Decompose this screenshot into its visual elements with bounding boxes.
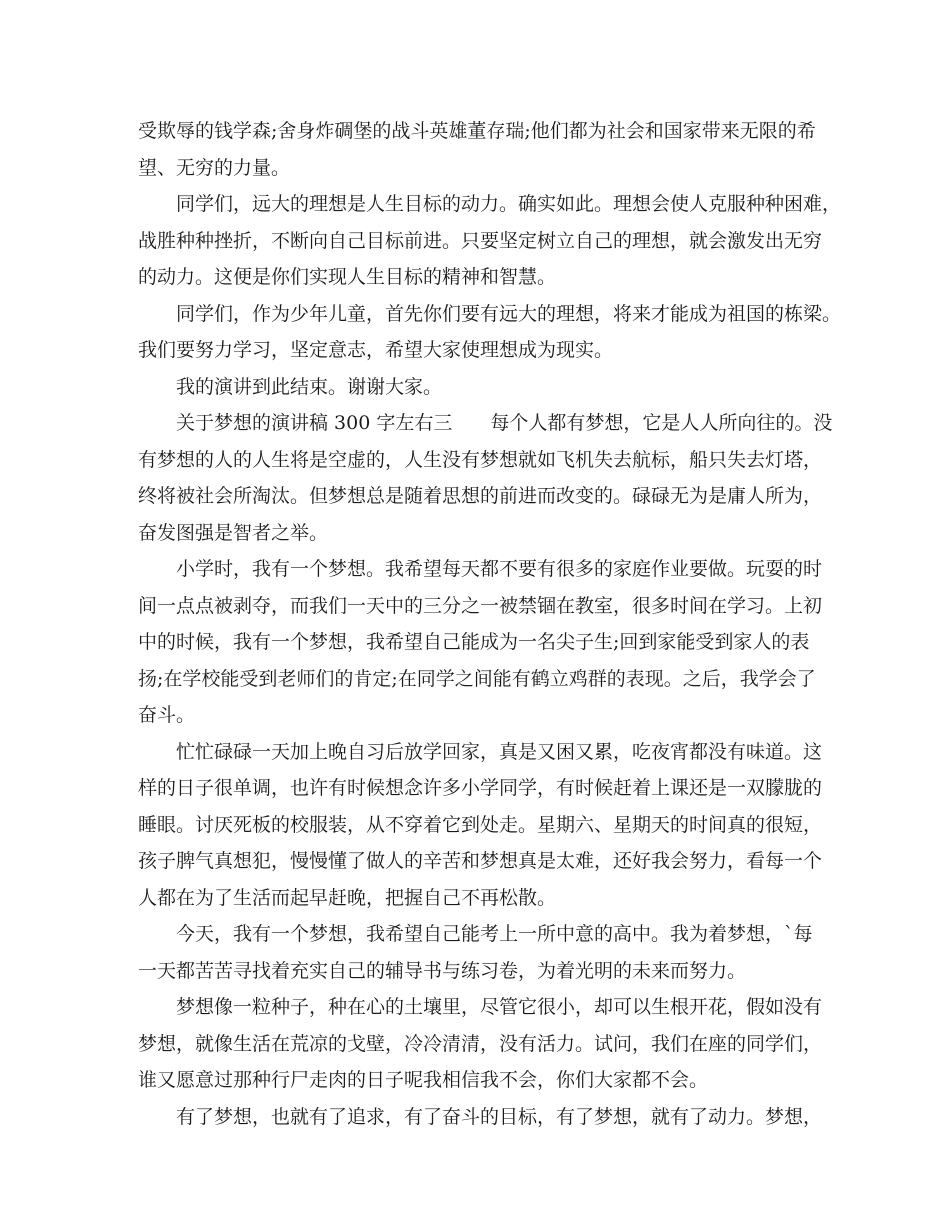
- paragraph-line: 奋斗。: [138, 704, 196, 726]
- paragraph-line: 谁又愿意过那种行尸走肉的日子呢我相信我不会，你们大家都不会。: [138, 1069, 709, 1091]
- paragraph-line: 忙忙碌碌一天加上晚自习后放学回家，真是又困又累，吃夜宵都没有味道。这: [176, 740, 823, 763]
- paragraph-line: 有梦想的人的人生将是空虚的，人生没有梦想就如飞机失去航标，船只失去灯塔，: [138, 448, 823, 471]
- paragraph-p10: [138, 1099, 823, 1136]
- paragraph-p2: [138, 186, 842, 296]
- paragraph-line: 小学时，我有一个梦想。我希望每天都不要有很多的家庭作业要做。玩耍的时: [176, 558, 823, 580]
- paragraph-line: 的动力。这便是你们实现人生目标的精神和智慧。: [138, 266, 557, 288]
- paragraph-p8: [138, 916, 813, 989]
- paragraph-line: 间一点点被剥夺，而我们一天中的三分之一被禁锢在教室，很多时间在学习。上初: [138, 594, 823, 617]
- paragraph-line: 中的时候，我有一个梦想，我希望自己能成为一名尖子生;回到家能受到家人的表: [138, 631, 810, 653]
- document-body: [138, 113, 842, 1135]
- paragraph-line: 今天，我有一个梦想，我希望自己能考上一所中意的高中。我为着梦想，`每: [176, 923, 813, 945]
- paragraph-line: 同学们，作为少年儿童，首先你们要有远大的理想，将来才能成为祖国的栋梁。: [176, 302, 842, 325]
- paragraph-p6: [138, 551, 823, 734]
- paragraph-p5: [138, 405, 833, 551]
- paragraph-line: 扬;在学校能受到老师们的肯定;在同学之间能有鹤立鸡群的表现。之后，我学会了: [138, 667, 816, 690]
- paragraph-line: 人都在为了生活而起早赶晚，把握自己不再松散。: [138, 886, 557, 909]
- paragraph-line: 奋发图强是智者之举。: [138, 521, 329, 544]
- paragraph-line: 我们要努力学习，坚定意志，希望大家使理想成为现实。: [138, 339, 614, 361]
- paragraph-line: 梦想像一粒种子，种在心的土壤里，尽管它很小，却可以生根开花，假如没有: [176, 996, 823, 1018]
- paragraph-line: 孩子脾气真想犯，慢慢懂了做人的辛苦和梦想真是太难，还好我会努力，看每一个: [138, 850, 823, 872]
- paragraph-line: 梦想，就像生活在荒凉的戈壁，冷冷清清，没有活力。试问，我们在座的同学们，: [138, 1032, 823, 1055]
- paragraph-p9: [138, 989, 823, 1099]
- paragraph-line: 有了梦想，也就有了追求，有了奋斗的目标，有了梦想，就有了动力。梦想，: [176, 1105, 823, 1128]
- paragraph-line: 受欺辱的钱学森;舍身炸碉堡的战斗英雄董存瑞;他们都为社会和国家带来无限的希: [138, 120, 816, 142]
- paragraph-line: 一天都苦苦寻找着充实自己的辅导书与练习卷，为着光明的未来而努力。: [138, 959, 747, 982]
- paragraph-p3: [138, 296, 842, 369]
- paragraph-line: 睡眼。讨厌死板的校服装，从不穿着它到处走。星期六、星期天的时间真的很短，: [138, 813, 823, 836]
- paragraph-line: 我的演讲到此结束。谢谢大家。: [176, 375, 443, 398]
- paragraph-line: 望、无穷的力量。: [138, 156, 291, 179]
- paragraph-line: 关于梦想的演讲稿 300 字左右三 每个人都有梦想，它是人人所向往的。没: [176, 412, 833, 434]
- paragraph-line: 同学们，远大的理想是人生目标的动力。确实如此。理想会使人克服种种困难，: [176, 193, 842, 215]
- paragraph-p7: [138, 734, 823, 917]
- paragraph-line: 战胜种种挫折，不断向自己目标前进。只要坚定树立自己的理想，就会激发出无穷: [138, 229, 823, 252]
- paragraph-line: 样的日子很单调，也许有时候想念许多小学同学，有时候赶着上课还是一双朦胧的: [138, 777, 823, 799]
- paragraph-p1: [138, 113, 816, 186]
- paragraph-p4: [138, 369, 808, 406]
- paragraph-line: 终将被社会所淘汰。但梦想总是随着思想的前进而改变的。碌碌无为是庸人所为，: [138, 485, 823, 507]
